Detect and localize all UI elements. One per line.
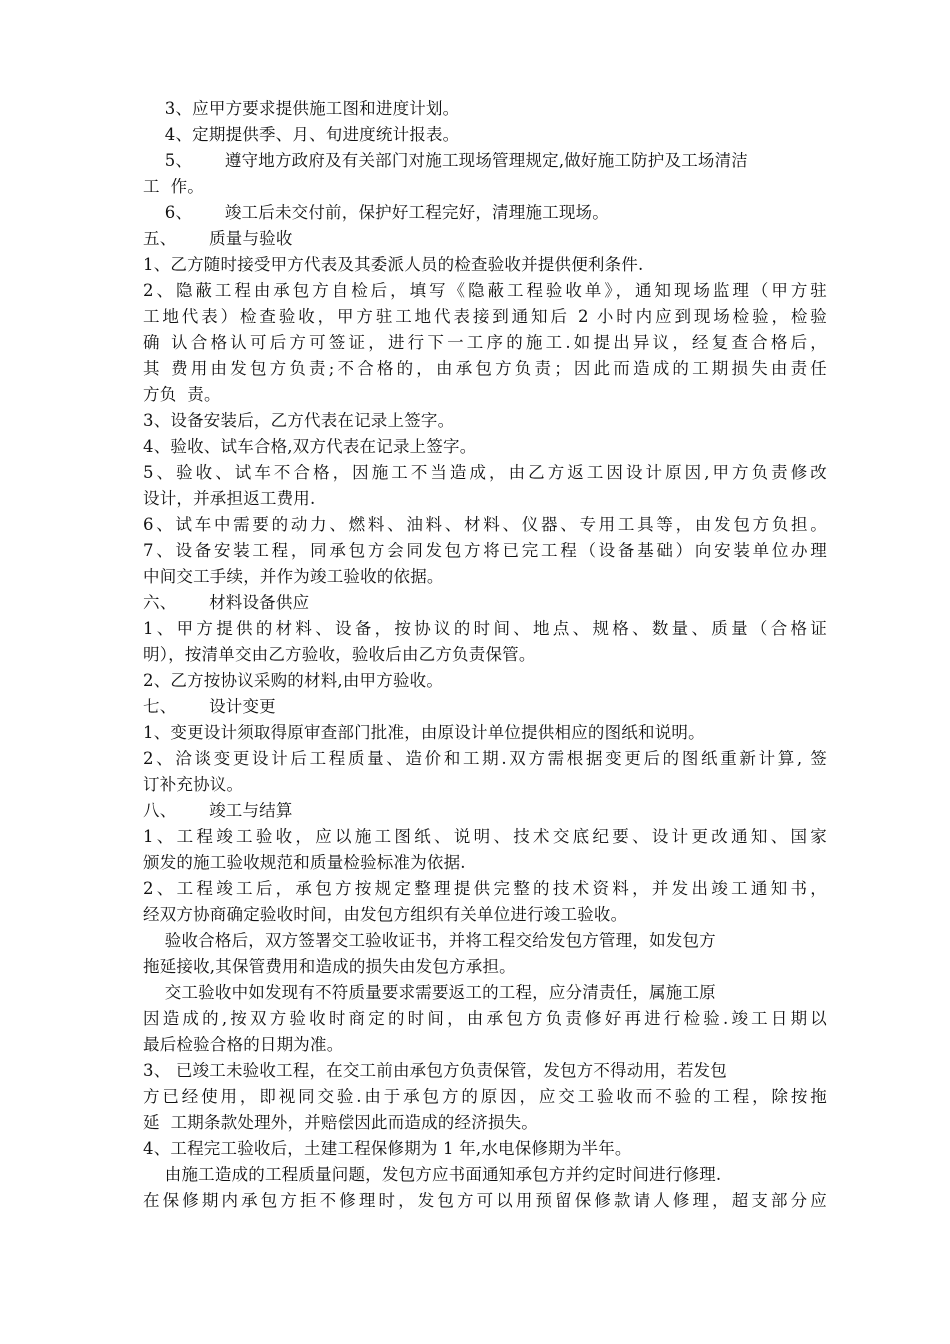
text-line: 方负 责。 (143, 385, 221, 404)
text-line: 7、设备安装工程，同承包方会同发包方将已完工程（设备基础）向安装单位办理 (143, 541, 827, 560)
text-line: 经双方协商确定验收时间，由发包方组织有关单位进行竣工验收。 (143, 905, 628, 924)
text-line: 1、变更设计须取得原审查部门批准，由原设计单位提供相应的图纸和说明。 (143, 723, 705, 742)
text-line: 1、工程竣工验收，应以施工图纸、说明、技术交底纪要、设计更改通知、国家 (143, 827, 827, 846)
text-line: 八、 竣工与结算 (143, 801, 293, 820)
text-line: 1、甲方提供的材料、设备，按协议的时间、地点、规格、数量、质量（合格证 (143, 619, 827, 638)
text-line: 由施工造成的工程质量问题，发包方应书面通知承包方并约定时间进行修理. (143, 1165, 722, 1184)
text-line: 在保修期内承包方拒不修理时，发包方可以用预留保修款请人修理，超支部分应 (143, 1191, 827, 1210)
text-line: 3、设备安装后，乙方代表在记录上签字。 (143, 411, 455, 430)
text-line: 最后检验合格的日期为准。 (143, 1035, 344, 1054)
text-line: 2、工程竣工后，承包方按规定整理提供完整的技术资料，并发出竣工通知书， (143, 879, 827, 898)
text-line: 拖延接收,其保管费用和造成的损失由发包方承担。 (143, 957, 516, 976)
text-line: 4、定期提供季、月、旬进度统计报表。 (143, 125, 460, 144)
text-line: 因造成的,按双方验收时商定的时间，由承包方负责修好再进行检验.竣工日期以 (143, 1009, 827, 1028)
text-line: 验收合格后，双方签署交工验收证书，并将工程交给发包方管理，如发包方 (143, 931, 716, 950)
text-line: 3、应甲方要求提供施工图和进度计划。 (143, 99, 460, 118)
text-line: 其 费用由发包方负责;不合格的，由承包方负责；因此而造成的工期损失由责任 (143, 359, 827, 378)
text-line: 明），按清单交由乙方验收，验收后由乙方负责保管。 (143, 645, 536, 664)
text-line: 交工验收中如发现有不符质量要求需要返工的工程，应分清责任，属施工原 (143, 983, 716, 1002)
text-line: 2、洽谈变更设计后工程质量、造价和工期.双方需根据变更后的图纸重新计算, 签 (143, 749, 827, 768)
text-line: 工地代表）检查验收，甲方驻工地代表接到通知后 2 小时内应到现场检验，检验 (143, 307, 827, 326)
text-line: 4、验收、试车合格,双方代表在记录上签字。 (143, 437, 477, 456)
text-line: 6、试车中需要的动力、燃料、油料、材料、仪器、专用工具等，由发包方负担。 (143, 515, 827, 534)
text-line: 确 认合格认可后方可签证，进行下一工序的施工.如提出异议，经复查合格后， (143, 333, 827, 352)
text-line: 中间交工手续，并作为竣工验收的依据。 (143, 567, 444, 586)
text-line: 七、 设计变更 (143, 697, 276, 716)
text-line: 4、工程完工验收后，土建工程保修期为 1 年,水电保修期为半年。 (143, 1139, 632, 1158)
text-line: 延 工期条款处理外，并赔偿因此而造成的经济损失。 (143, 1113, 538, 1132)
text-line: 5、 遵守地方政府及有关部门对施工现场管理规定,做好施工防护及工场清洁 (143, 151, 748, 170)
text-line: 2、隐蔽工程由承包方自检后，填写《隐蔽工程验收单》，通知现场监理（甲方驻 (143, 281, 827, 300)
text-line: 1、乙方随时接受甲方代表及其委派人员的检查验收并提供便利条件. (143, 255, 644, 274)
text-line: 3、 已竣工未验收工程，在交工前由承包方负责保管，发包方不得动用，若发包 (143, 1061, 727, 1080)
document-page (143, 96, 827, 1214)
text-line: 方已经使用，即视同交验.由于承包方的原因，应交工验收而不验的工程，除按拖 (143, 1087, 827, 1106)
text-line: 设计，并承担返工费用. (143, 489, 316, 508)
text-line: 工 作。 (143, 177, 204, 196)
text-line: 五、 质量与验收 (143, 229, 293, 248)
text-line: 六、 材料设备供应 (143, 593, 310, 612)
text-line: 订补充协议。 (143, 775, 244, 794)
text-line: 颁发的施工验收规范和质量检验标准为依据. (143, 853, 466, 872)
text-line: 5、验收、试车不合格，因施工不当造成，由乙方返工因设计原因,甲方负责修改 (143, 463, 827, 482)
text-line: 2、乙方按协议采购的材料,由甲方验收。 (143, 671, 444, 690)
text-line: 6、 竣工后未交付前，保护好工程完好，清理施工现场。 (143, 203, 609, 222)
